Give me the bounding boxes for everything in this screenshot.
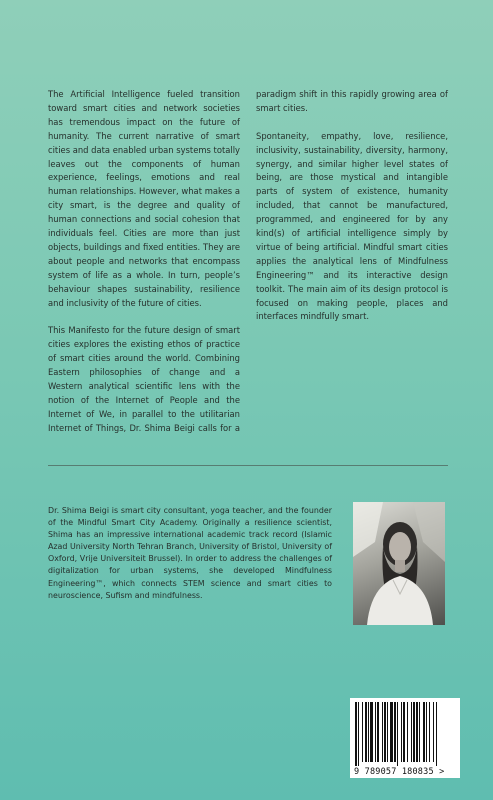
barcode-bar [407,702,408,762]
barcode-bar [390,702,393,762]
barcode-bar [365,702,367,762]
barcode-bar [426,702,427,762]
blurb-paragraph-2: This Manifesto for the future design of smart cities explores the existing ethos of practice of smart cities around the world. Combining Eastern philosophies of change and a Western analytical scientific lens with the notion of the Internet of People and the Internet of We, in parallel to the utilitarian Internet of Things, Dr. Shima Beigi calls for a paradigm shift in this rapidly growing area of smart cities. [48,89,448,433]
barcode-bar [375,702,376,762]
barcode-bar [436,702,437,766]
barcode-bar [384,702,386,762]
barcode-bar [416,702,418,762]
blurb-paragraph-1: The Artificial Intelligence fueled transition toward smart cities and network societies has tremendous impact on the future of humanity. The current narrative of smart cities and data enabled urban systems totally leaves out the components of human experience, feelings, emotions and real human relationships. However, what makes a city smart, is the degree and quality of human connections and social cohesion that individuals feel. Cities are more than just objects, buildings and fixed entities. They are about people and networks that encompass system of life as a whole. In turn, people’s behaviour shapes sustainability, resilience and inclusivity of the future of cities. [48,89,240,308]
barcode-bar [419,702,420,762]
barcode-bar [394,702,396,762]
author-photo [353,502,445,625]
barcode [350,698,460,778]
barcode-bar [413,702,415,762]
barcode-bar [362,702,363,762]
author-bio: Dr. Shima Beigi is smart city consultant, yoga teacher, and the founder of the Mindful Smart City Academy. Originally a resilience scientist, Shima has an impressive international academic track record (Islamic Azad University North Tehran Branch, University of Bristol, University of Oxford, Vrije Universiteit Brussel). In order to address the challenges of digitalization for urban systems, she developed Mindfulness Engineering™, which connects STEM science and smart cities to neuroscience, Sufism and mindfulness. [48,506,332,600]
blurb-paragraph-3: Spontaneity, empathy, love, resilience, inclusivity, sustainability, diversity, harmony, synergy, and similar higher level states of being, are those mystical and intangible parts of system of existence, humanity included, that cannot be manufactured, programmed, and engineered for by any kind(s) of artificial intelligence simply by virtue of being artificial. Mindful smart cities applies the analytical lens of Mindfulness Engineering™ and its interactive design toolkit. The main aim of its design protocol is focused on making people, places and interfaces mindfully smart. [256,130,448,322]
section-divider [48,465,448,466]
barcode-bar [358,702,359,766]
barcode-bar [377,702,379,762]
barcode-bar [397,702,398,766]
isbn-number: 9 789057 180835 > [354,767,445,777]
barcode-bar [411,702,412,762]
barcode-bar [429,702,430,762]
blurb-columns [48,88,448,458]
barcode-bar [433,702,434,762]
barcode-bar [382,702,383,762]
barcode-bars [354,702,456,766]
barcode-bar [368,702,369,762]
barcode-bar [370,702,373,762]
barcode-bar [401,702,402,762]
barcode-bar [403,702,405,762]
barcode-bar [387,702,388,762]
barcode-bar [355,702,357,766]
barcode-bar [423,702,425,762]
